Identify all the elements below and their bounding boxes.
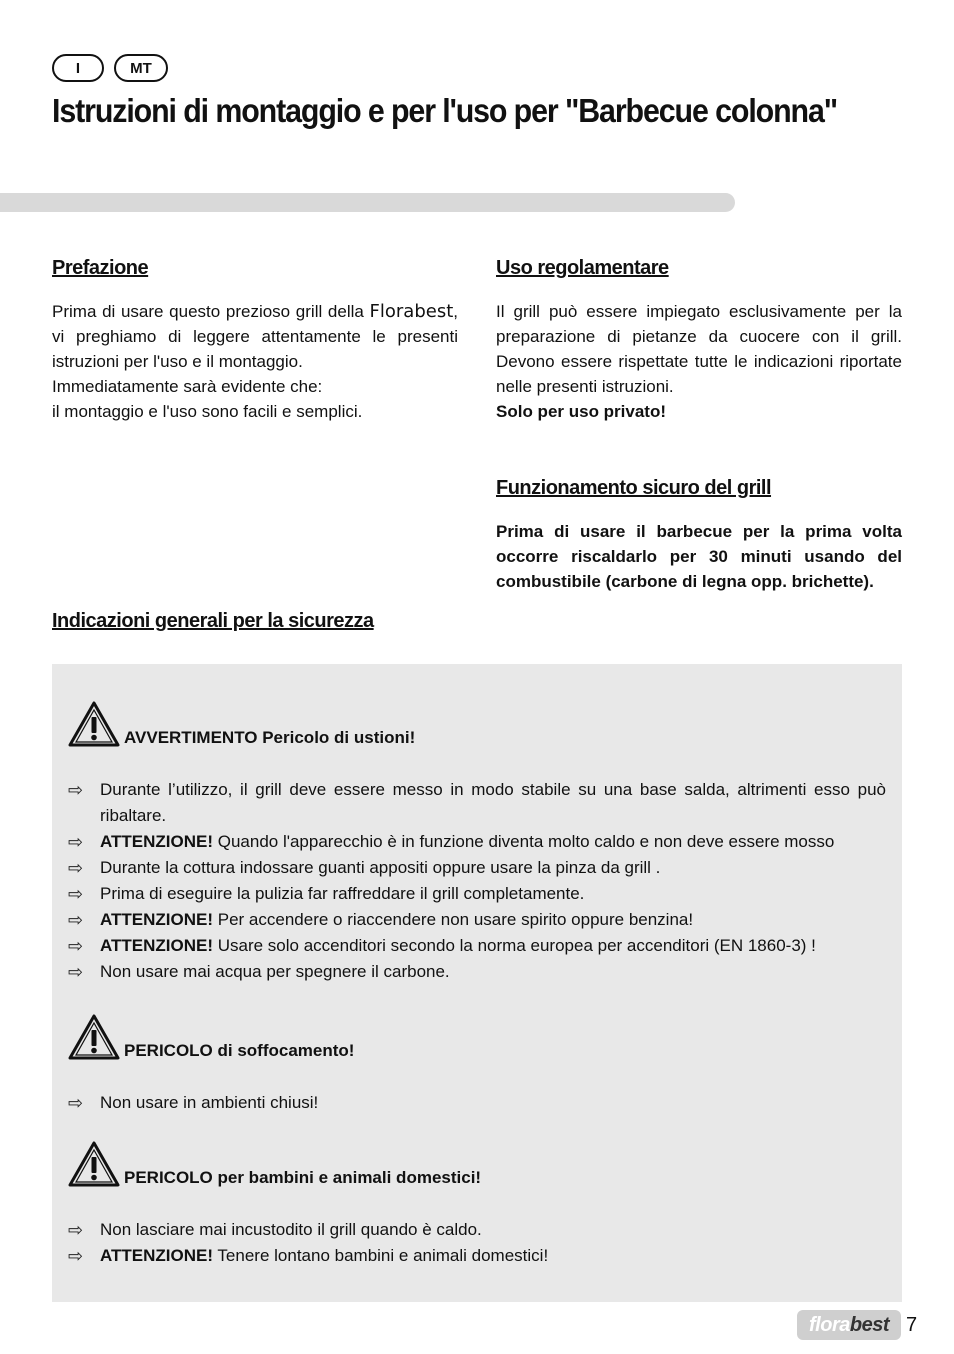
prefazione-line2: , vi preghiamo di leggere attentamente le presenti istruzioni per l'uso e il montaggio.: [52, 302, 458, 371]
logo-best-text: best: [849, 1313, 889, 1336]
prefazione-heading: Prefazione: [52, 257, 149, 279]
prefazione-line4: il montaggio e l'uso sono facili e semplici.: [52, 402, 363, 421]
list-item: ⇨ Durante l’utilizzo, il grill deve essere messo in modo stabile su una base salda, altrimenti esso può ribaltare.: [68, 777, 886, 829]
warning-burns-label: AVVERTIMENTO Pericolo di ustioni!: [124, 728, 416, 747]
arrow-right-icon: ⇨: [68, 1220, 84, 1240]
florabest-logo: [797, 1310, 901, 1340]
warning-children-label: PERICOLO per bambini e animali domestici!: [124, 1168, 482, 1187]
list-item: ⇨ ATTENZIONE! Per accendere o riaccendere non usare spirito oppure benzina!: [68, 907, 886, 933]
arrow-right-icon: ⇨: [68, 832, 84, 852]
list-item: ⇨ Durante la cottura indossare guanti appositi oppure usare la pinza da grill .: [68, 855, 886, 881]
list-item: ⇨ ATTENZIONE! Quando l'apparecchio è in funzione diventa molto caldo e non deve essere mosso: [68, 829, 886, 855]
arrow-right-icon: ⇨: [68, 1093, 84, 1113]
warning-children: [68, 1140, 481, 1188]
warning-triangle-icon: [68, 1013, 120, 1061]
arrow-right-icon: ⇨: [68, 858, 84, 878]
warning-triangle-icon: [68, 700, 120, 748]
funzionamento-heading: Funzionamento sicuro del grill: [496, 477, 772, 499]
language-badge-i: I: [52, 54, 104, 82]
warning-triangle-icon: [68, 1140, 120, 1188]
list-item: ⇨ Non usare in ambienti chiusi!: [68, 1090, 886, 1116]
list-item: ⇨ Prima di eseguire la pulizia far raffreddare il grill completamente.: [68, 881, 886, 907]
warning-children-list: [68, 1217, 886, 1269]
brand-name: Florabest: [369, 301, 454, 322]
list-item: ⇨ ATTENZIONE! Tenere lontano bambini e animali domestici!: [68, 1243, 886, 1269]
language-badge-mt: MT: [114, 54, 168, 82]
safety-heading: Indicazioni generali per la sicurezza: [52, 610, 374, 632]
uso-heading: Uso regolamentare: [496, 257, 669, 279]
warning-suffocation: [68, 1013, 354, 1061]
arrow-right-icon: ⇨: [68, 1246, 84, 1266]
arrow-right-icon: ⇨: [68, 936, 84, 956]
safety-box: [52, 664, 902, 1302]
page-title: Istruzioni di montaggio e per l'uso per "Barbecue colonna": [52, 92, 838, 129]
header-divider-bar: [0, 193, 735, 212]
list-item: ⇨ Non usare mai acqua per spegnere il carbone.: [68, 959, 886, 985]
uso-private-note: Solo per uso privato!: [496, 402, 667, 421]
warning-suffocation-list: [68, 1090, 886, 1116]
funzionamento-text: Prima di usare il barbecue per la prima volta occorre riscaldarlo per 30 minuti usando del combustibile (carbone di legna opp. brichette).: [496, 522, 902, 591]
list-item: ⇨ ATTENZIONE! Usare solo accenditori secondo la norma europea per accenditori (EN 1860-3) !: [68, 933, 886, 959]
prefazione-line1: Prima di usare questo prezioso grill della: [52, 302, 364, 321]
warning-burns-list: [68, 777, 886, 985]
arrow-right-icon: ⇨: [68, 884, 84, 904]
arrow-right-icon: ⇨: [68, 962, 84, 982]
prefazione-section: [52, 256, 458, 424]
prefazione-paragraph: [52, 299, 458, 374]
warning-suffocation-label: PERICOLO di soffocamento!: [124, 1041, 355, 1060]
list-item: ⇨ Non lasciare mai incustodito il grill quando è caldo.: [68, 1217, 886, 1243]
arrow-right-icon: ⇨: [68, 780, 84, 800]
page-number: 7: [906, 1314, 918, 1336]
uso-section: [496, 256, 902, 594]
uso-text: Il grill può essere impiegato esclusivamente per la preparazione di pietanze da cuocere con il grill. Devono essere rispettate tutte le indicazioni riportate nelle presenti istruzioni.: [496, 302, 902, 396]
logo-flora-text: flora: [809, 1313, 850, 1336]
arrow-right-icon: ⇨: [68, 910, 84, 930]
warning-burns: [68, 700, 415, 748]
prefazione-line3: Immediatamente sarà evidente che:: [52, 377, 323, 396]
language-badges: [52, 54, 168, 82]
